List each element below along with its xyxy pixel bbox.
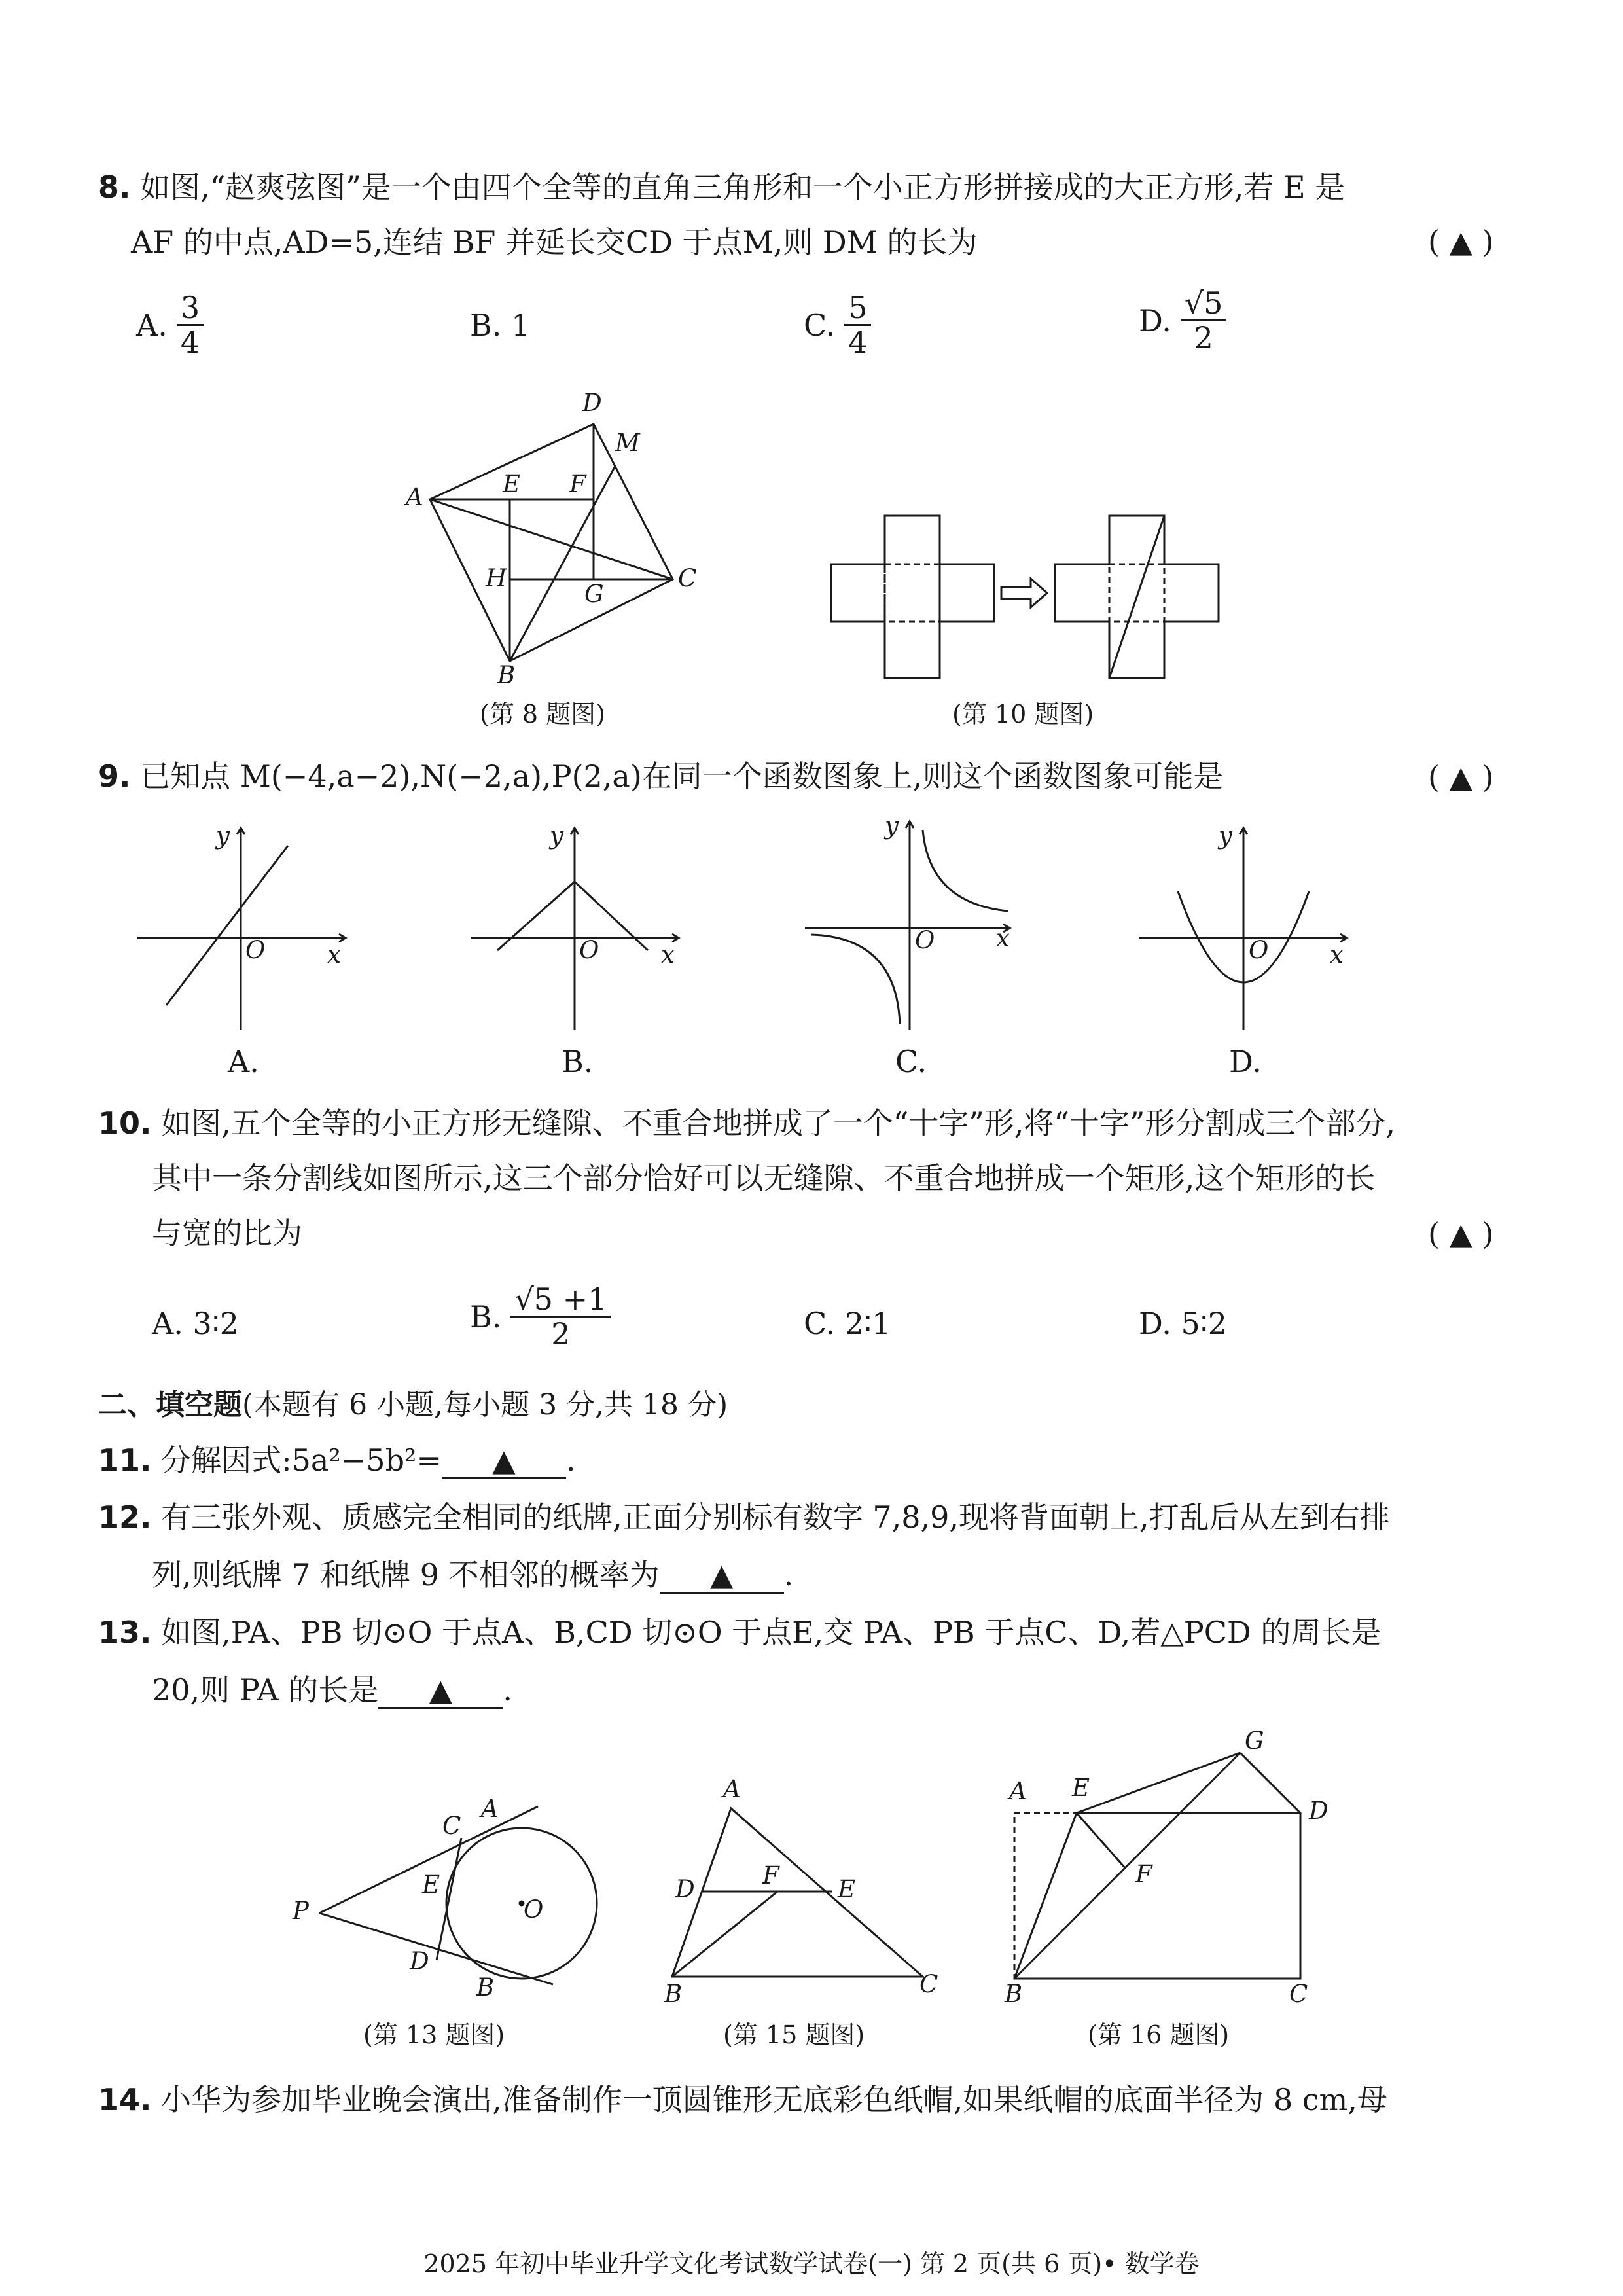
fig15-label-b: B	[664, 1980, 683, 2008]
q12-end: .	[783, 1557, 794, 1592]
fig16-label-c: C	[1289, 1980, 1308, 2008]
fig16-label-f: F	[1135, 1860, 1152, 1888]
numerator: 3	[177, 291, 204, 326]
fig16-caption: (第 16 题图)	[1088, 2020, 1230, 2049]
q10-text-line1: 如图,五个全等的小正方形无缝隙、不重合地拼成了一个“十字”形,将“十字”形分割成三个部分,	[161, 1105, 1396, 1141]
fig15-label-a: A	[723, 1775, 741, 1803]
fig8-label-b: B	[497, 661, 516, 689]
q11-answer-blank[interactable]: ▲	[442, 1443, 566, 1479]
graph-b-origin: O	[579, 936, 599, 964]
q12-number: 12.	[98, 1499, 152, 1535]
fig13-label-o: O	[524, 1895, 544, 1924]
graph-c-label: C.	[895, 1044, 927, 1079]
graph-c-y-label: y	[885, 812, 899, 840]
fig13-label-b: B	[476, 1973, 495, 2001]
fig13-label-c: C	[442, 1812, 461, 1840]
graph-d-x-label: x	[1330, 941, 1344, 969]
rect-solid-edges	[1014, 1813, 1300, 1979]
fig8-label-d: D	[582, 389, 602, 417]
q11-text: 分解因式:5a²−5b²=	[161, 1443, 442, 1478]
q11-number: 11.	[98, 1443, 152, 1478]
graph-b-x-label: x	[661, 941, 675, 969]
q13-answer-blank[interactable]: ▲	[378, 1673, 503, 1709]
fig13-label-p: P	[293, 1897, 309, 1925]
section-2-note: (本题有 6 小题,每小题 3 分,共 18 分)	[242, 1388, 728, 1422]
fig15-label-c: C	[919, 1970, 938, 1998]
fig13-label-e: E	[422, 1871, 440, 1899]
q13-text-line1: 如图,PA、PB 切⊙O 于点A、B,CD 切⊙O 于点E,交 PA、PB 于点C、D,若△PCD 的周长是	[161, 1615, 1382, 1650]
segment-ef	[1077, 1813, 1126, 1869]
graph-a-x-label: x	[327, 941, 341, 969]
fig13-caption: (第 13 题图)	[363, 2020, 505, 2049]
q10-number: 10.	[98, 1105, 152, 1141]
option-value: 3∶2	[192, 1306, 239, 1341]
q10-answer-mark: ( ▲ )	[1428, 1216, 1494, 1251]
q13-end: .	[503, 1672, 512, 1708]
denominator: 4	[180, 325, 200, 360]
option-label: D.	[1139, 302, 1171, 338]
fig8-label-g: G	[584, 580, 604, 608]
q9-number: 9.	[98, 759, 131, 794]
fig8-label-a: A	[406, 483, 423, 511]
fig8-label-m: M	[615, 429, 640, 457]
option-label: C.	[804, 1306, 836, 1341]
q12-text-line1: 有三张外观、质感完全相同的纸牌,正面分别标有数字 7,8,9,现将背面朝上,打乱后从左到右排	[161, 1499, 1390, 1535]
graph-d-y-label: y	[1219, 821, 1232, 850]
option-label: A.	[152, 1306, 183, 1341]
option-label: A.	[136, 307, 168, 343]
graph-d-label: D.	[1229, 1044, 1262, 1079]
fig8-caption: (第 8 题图)	[480, 700, 605, 728]
option-label: B.	[470, 308, 502, 343]
q9-text: 已知点 M(−4,a−2),N(−2,a),P(2,a)在同一个函数图象上,则这个函数图象可能是	[140, 759, 1224, 794]
q14-text: 小华为参加毕业晚会演出,准备制作一顶圆锥形无底彩色纸帽,如果纸帽的底面半径为 8 cm,母	[161, 2082, 1387, 2117]
option-label: D.	[1139, 1306, 1171, 1341]
fig16-label-d: D	[1309, 1797, 1329, 1825]
q13-text-line2: 20,则 PA 的长是	[152, 1672, 379, 1708]
q10-text-line2: 其中一条分割线如图所示,这三个部分恰好可以无缝隙、不重合地拼成一个矩形,这个矩形的长	[152, 1160, 1376, 1196]
numerator: 5	[844, 291, 871, 326]
graph-b-label: B.	[562, 1044, 594, 1079]
fig8-label-c: C	[678, 564, 697, 592]
graph-b-y-label: y	[550, 821, 563, 850]
segment-gd	[1240, 1753, 1300, 1813]
option-value: 5∶2	[1181, 1306, 1228, 1341]
option-label: C.	[804, 307, 836, 343]
option-value: 2∶1	[844, 1306, 891, 1341]
fig10-caption: (第 10 题图)	[952, 700, 1094, 728]
fig16-label-b: B	[1005, 1980, 1023, 2008]
q8-answer-mark: ( ▲ )	[1428, 224, 1494, 259]
segment-bg	[1014, 1753, 1240, 1979]
q8-text-line1: 如图,“赵爽弦图”是一个由四个全等的直角三角形和一个小正方形拼接成的大正方形,若 E 是	[140, 170, 1346, 205]
q14-line	[98, 2068, 1531, 2131]
q10-text-line3: 与宽的比为	[152, 1215, 302, 1251]
option-label: B.	[470, 1299, 502, 1335]
graph-d-origin: O	[1249, 936, 1269, 964]
q12-text-line2: 列,则纸牌 7 和纸牌 9 不相邻的概率为	[152, 1557, 660, 1592]
q11-end: .	[566, 1443, 576, 1478]
fig16-label-e: E	[1072, 1774, 1090, 1802]
graph-a-y-label: y	[216, 821, 230, 850]
denominator: 4	[848, 325, 868, 360]
numerator: √5 +1	[510, 1283, 611, 1318]
fig15-label-f: F	[762, 1861, 779, 1890]
q14-number: 14.	[98, 2082, 152, 2117]
fig8-label-e: E	[503, 470, 521, 498]
option-value: 1	[511, 308, 531, 343]
graph-a-label: A.	[228, 1044, 259, 1079]
fig15-caption: (第 15 题图)	[723, 2020, 865, 2049]
q8-text-line2: AF 的中点,AD=5,连结 BF 并延长交CD 于点M,则 DM 的长为	[131, 224, 978, 260]
q12-answer-blank[interactable]: ▲	[660, 1558, 784, 1594]
fig13-label-d: D	[410, 1947, 429, 1975]
graph-c-x-label: x	[996, 924, 1010, 952]
denominator: 2	[1194, 320, 1213, 355]
rectangle-abcd	[1014, 1813, 1300, 1979]
fig16-label-a: A	[1009, 1777, 1027, 1805]
segment-eg	[1077, 1753, 1240, 1813]
fig8-label-h: H	[486, 564, 507, 592]
tangent-pb	[319, 1913, 553, 1984]
numerator: √5	[1181, 287, 1227, 321]
denominator: 2	[551, 1316, 571, 1352]
section-2-title: 二、填空题	[98, 1388, 242, 1422]
q9-answer-mark: ( ▲ )	[1428, 759, 1494, 795]
page-footer: 2025 年初中毕业升学文化考试数学试卷(一) 第 2 页(共 6 页)• 数学卷	[423, 2250, 1200, 2278]
q13-number: 13.	[98, 1615, 152, 1650]
fig8-label-f: F	[569, 470, 586, 498]
fig13-label-a: A	[481, 1795, 499, 1823]
fig15-label-e: E	[838, 1875, 856, 1903]
q8-number: 8.	[98, 170, 131, 205]
graph-c-origin: O	[915, 926, 935, 954]
fig16-label-g: G	[1245, 1727, 1264, 1755]
segment-be	[1014, 1813, 1077, 1979]
fig15-label-d: D	[675, 1875, 695, 1903]
graph-a-origin: O	[245, 936, 266, 964]
